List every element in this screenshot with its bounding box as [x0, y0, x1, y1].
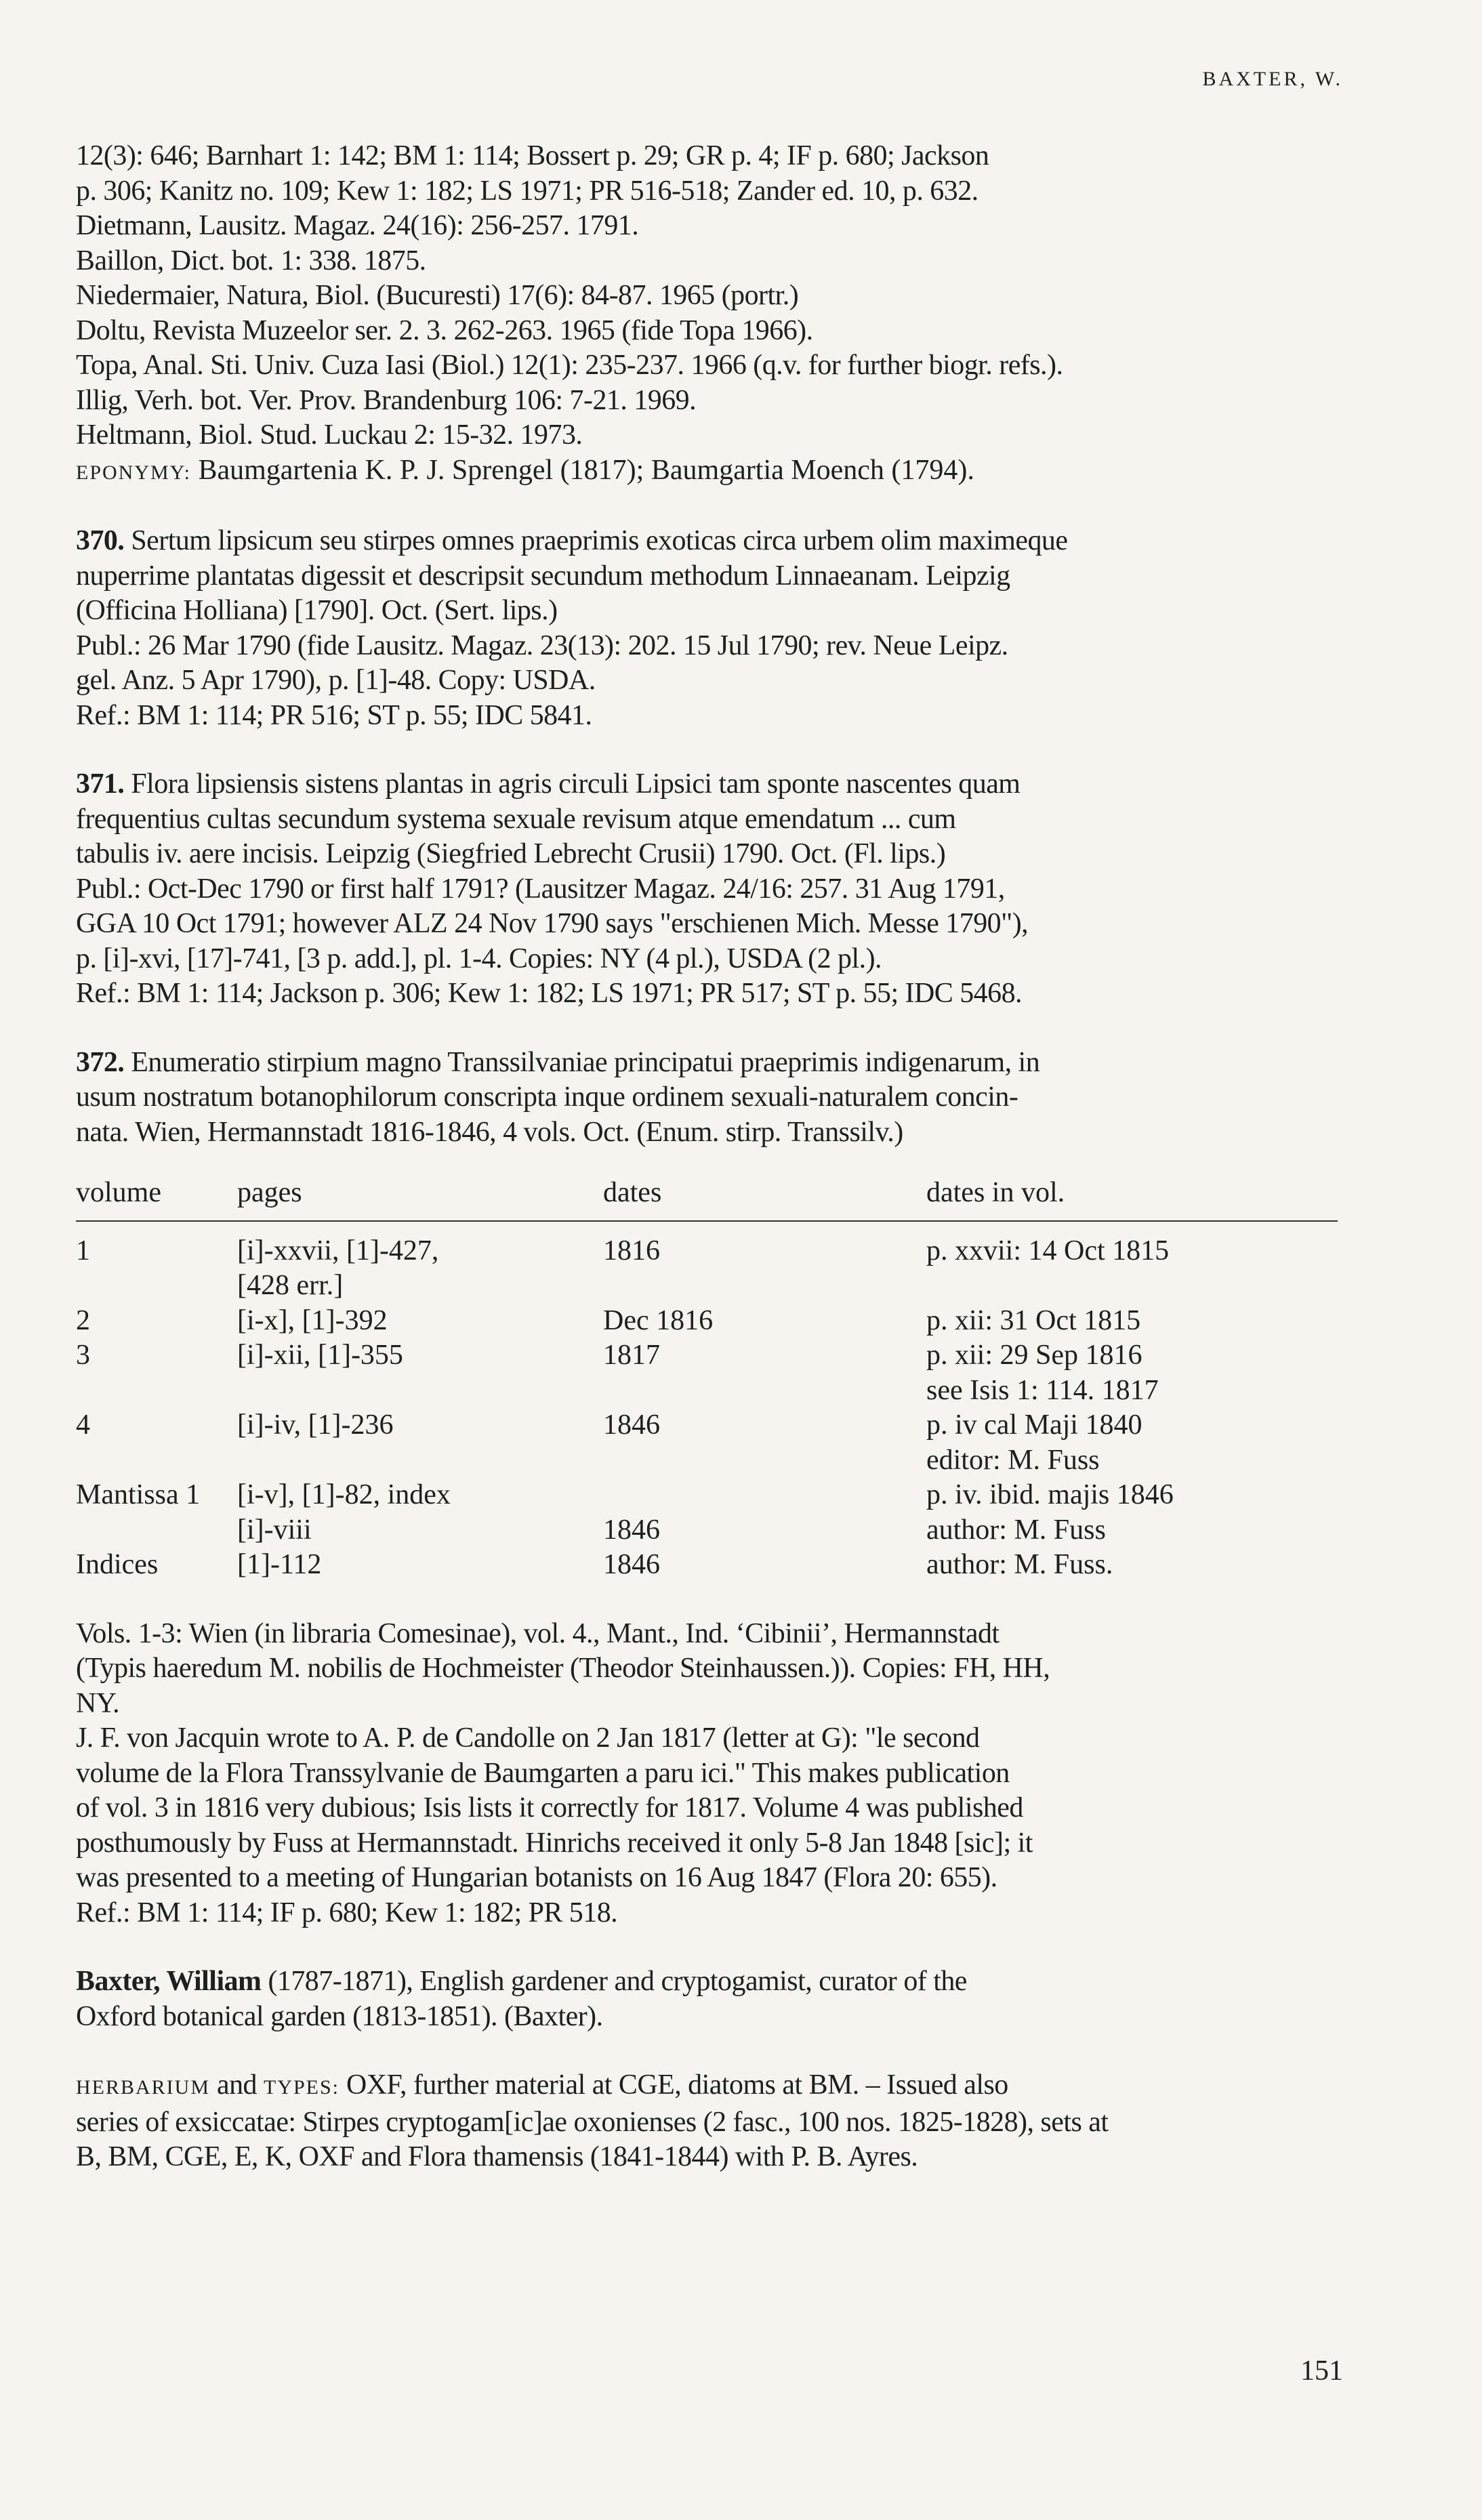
entry-first-line — [76, 767, 1343, 802]
text-line: Oxford botanical garden (1813-1851). (Baxter). — [76, 2000, 603, 2032]
table-cell: 3 — [76, 1340, 90, 1371]
table-row — [76, 1443, 1338, 1479]
page-number: 151 — [1300, 2355, 1343, 2387]
text-line: (Officina Holliana) [1790]. Oct. (Sert. lips.) — [76, 595, 558, 626]
entry-371 — [76, 767, 1343, 1012]
table-cell: 1846 — [603, 1549, 660, 1580]
text-line: posthumously by Fuss at Hermannstadt. Hinrichs received it only 5-8 Jan 1848 [sic]; it — [76, 1827, 1033, 1859]
table-row — [76, 1304, 1338, 1339]
table-cell: author: M. Fuss. — [926, 1549, 1113, 1580]
table-cell: [i]-viii — [237, 1514, 312, 1546]
table-cell: p. iv. ibid. majis 1846 — [926, 1479, 1174, 1510]
column-header: pages — [237, 1176, 603, 1221]
table-row — [76, 1268, 1338, 1304]
table-cell: 1816 — [603, 1235, 660, 1266]
types-label: TYPES: — [264, 2076, 340, 2099]
table-cell: Mantissa 1 — [76, 1479, 201, 1510]
text-line: Baillon, Dict. bot. 1: 338. 1875. — [76, 245, 426, 276]
table-cell: Dec 1816 — [603, 1304, 714, 1336]
table-cell — [603, 1268, 926, 1304]
text-line: Vols. 1-3: Wien (in libraria Comesinae), vol. 4., Mant., Ind. ‘Cibinii’, Hermannstadt — [76, 1617, 1000, 1649]
herbarium-label: HERBARIUM — [76, 2076, 211, 2099]
table-cell: 1 — [76, 1235, 90, 1266]
table-cell: author: M. Fuss — [926, 1514, 1106, 1546]
table-row — [76, 1478, 1338, 1513]
table-cell — [926, 1268, 1338, 1304]
table-cell: 1817 — [603, 1340, 660, 1371]
text-line: series of exsiccatae: Stirpes cryptogam[ic]ae oxonienses (2 fasc., 100 nos. 1825-1828), sets at — [76, 2106, 1109, 2138]
table-row — [76, 1338, 1338, 1373]
text-line: Publ.: 26 Mar 1790 (fide Lausitz. Magaz. 23(13): 202. 15 Jul 1790; rev. Neue Leipz. — [76, 629, 1008, 661]
text-line: Ref.: BM 1: 114; Jackson p. 306; Kew 1: 182; LS 1971; PR 517; ST p. 55; IDC 5468. — [76, 978, 1022, 1009]
table-cell — [237, 1373, 603, 1409]
text-line: J. F. von Jacquin wrote to A. P. de Candolle on 2 Jan 1817 (letter at G): "le second — [76, 1722, 980, 1754]
entry-number: 370. — [76, 525, 125, 556]
table-cell: [i]-xii, [1]-355 — [237, 1340, 403, 1371]
table-cell — [76, 1443, 237, 1479]
column-header: dates — [603, 1176, 926, 1221]
entry-first-line — [76, 524, 1343, 559]
table-cell — [76, 1513, 237, 1548]
baxter-entry — [76, 1964, 1343, 2034]
author-name: Baxter, William — [76, 1966, 262, 1997]
text-line: volume de la Flora Transsylvanie de Baumgarten a paru ici." This makes publication — [76, 1757, 1010, 1789]
table-cell: [i-v], [1]-82, index — [237, 1479, 451, 1510]
text-line: NY. — [76, 1687, 120, 1719]
table-cell — [603, 1373, 926, 1409]
text-line: (Typis haeredum M. nobilis de Hochmeister (Theodor Steinhaussen.)). Copies: FH, HH, — [76, 1653, 1050, 1684]
text-line: Publ.: Oct-Dec 1790 or first half 1791? (Lausitzer Magaz. 24/16: 257. 31 Aug 1791, — [76, 873, 1005, 905]
table-cell: [1]-112 — [237, 1549, 322, 1580]
and-word: and — [217, 2069, 258, 2101]
text-line: Dietmann, Lausitz. Magaz. 24(16): 256-257. 1791. — [76, 210, 639, 241]
entry-370 — [76, 524, 1343, 733]
text-line: of vol. 3 in 1816 very dubious; Isis lists it correctly for 1817. Volume 4 was published — [76, 1792, 1023, 1823]
table-cell: 4 — [76, 1409, 90, 1441]
table-cell: 1846 — [603, 1514, 660, 1546]
eponymy-text: Baumgartenia K. P. J. Sprengel (1817); Baumgartia Moench (1794). — [198, 454, 974, 486]
table-cell: 1846 — [603, 1409, 660, 1441]
text-line: p. 306; Kanitz no. 109; Kew 1: 182; LS 1971; PR 516-518; Zander ed. 10, p. 632. — [76, 175, 979, 207]
text-line: 12(3): 646; Barnhart 1: 142; BM 1: 114; Bossert p. 29; GR p. 4; IF p. 680; Jackson — [76, 140, 989, 171]
entry-first-line — [76, 1964, 1343, 2000]
table-cell: p. xxvii: 14 Oct 1815 — [926, 1235, 1170, 1266]
text-line: Illig, Verh. bot. Ver. Prov. Brandenburg 106: 7-21. 1969. — [76, 384, 697, 416]
entry-number: 371. — [76, 768, 125, 800]
text-line: gel. Anz. 5 Apr 1790), p. [1]-48. Copy: USDA. — [76, 665, 596, 696]
text-line: Ref.: BM 1: 114; IF p. 680; Kew 1: 182; PR 518. — [76, 1897, 618, 1928]
table-cell: see Isis 1: 114. 1817 — [926, 1374, 1159, 1406]
text-line: nuperrime plantatas digessit et descripsit secundum methodum Linnaeanam. Leipzig — [76, 560, 1010, 592]
entry-372 — [76, 1046, 1343, 1151]
text-line: usum nostratum botanophilorum conscripta inque ordinem sexuali-naturalem concin- — [76, 1081, 1018, 1113]
volumes-note — [76, 1617, 1343, 1722]
table-cell — [603, 1478, 926, 1513]
table-row — [76, 1548, 1338, 1583]
table-cell: editor: M. Fuss — [926, 1444, 1100, 1476]
text-line: B, BM, CGE, E, K, OXF and Flora thamensis (1841-1844) with P. B. Ayres. — [76, 2141, 918, 2172]
page-content — [76, 139, 1343, 2175]
text-line: nata. Wien, Hermannstadt 1816-1846, 4 vols. Oct. (Enum. stirp. Transsilv.) — [76, 1116, 903, 1148]
text-line: p. [i]-xvi, [17]-741, [3 p. add.], pl. 1-4. Copies: NY (4 pl.), USDA (2 pl.). — [76, 943, 882, 974]
text-line: Ref.: BM 1: 114; PR 516; ST p. 55; IDC 5841. — [76, 699, 592, 731]
table-header-row — [76, 1176, 1338, 1221]
text-line: frequentius cultas secundum systema sexuale revisum atque emendatum ... cum — [76, 803, 956, 835]
table-cell — [603, 1443, 926, 1479]
text-line: Topa, Anal. Sti. Univ. Cuza Iasi (Biol.) 12(1): 235-237. 1966 (q.v. for further biogr. refs.). — [76, 350, 1063, 381]
text-line: Heltmann, Biol. Stud. Luckau 2: 15-32. 1973. — [76, 419, 583, 451]
table-cell — [76, 1268, 237, 1304]
eponymy-line — [76, 453, 1343, 491]
table-cell: p. xii: 31 Oct 1815 — [926, 1304, 1141, 1336]
eponymy-label: EPONYMY: — [76, 461, 191, 484]
running-head: BAXTER, W. — [1202, 68, 1343, 90]
text-line: GGA 10 Oct 1791; however ALZ 24 Nov 1790 says "erschienen Mich. Messe 1790"), — [76, 908, 1029, 939]
entry-title-line: Enumeratio stirpium magno Transsilvaniae principatui praeprimis indigenarum, in — [131, 1046, 1040, 1078]
table-cell: p. iv cal Maji 1840 — [926, 1409, 1143, 1441]
table-cell — [237, 1443, 603, 1479]
entry-first-line — [76, 2068, 1343, 2105]
column-header: volume — [76, 1176, 237, 1221]
column-header: dates in vol. — [926, 1176, 1338, 1221]
table-cell: [428 err.] — [237, 1270, 344, 1301]
bibliography-block — [76, 139, 1343, 453]
table-cell: [i]-xxvii, [1]-427, — [237, 1235, 439, 1266]
table-cell: p. xii: 29 Sep 1816 — [926, 1340, 1143, 1371]
table-cell: [i]-iv, [1]-236 — [237, 1409, 394, 1441]
text-line: Niedermaier, Natura, Biol. (Bucuresti) 17(6): 84-87. 1965 (portr.) — [76, 280, 799, 311]
jacquin-note — [76, 1721, 1343, 1930]
entry-title-line: Flora lipsiensis sistens plantas in agris circuli Lipsici tam sponte nascentes quam — [131, 768, 1021, 800]
table-row — [76, 1373, 1338, 1409]
text-line: tabulis iv. aere incisis. Leipzig (Siegfried Lebrecht Crusii) 1790. Oct. (Fl. lips.) — [76, 838, 946, 869]
entry-number: 372. — [76, 1046, 125, 1078]
text-line: was presented to a meeting of Hungarian botanists on 16 Aug 1847 (Flora 20: 655). — [76, 1862, 997, 1893]
table-cell: Indices — [76, 1549, 159, 1580]
table-cell: [i-x], [1]-392 — [237, 1304, 388, 1336]
table-cell — [76, 1373, 237, 1409]
table-cell: 2 — [76, 1304, 90, 1336]
herbarium-text: OXF, further material at CGE, diatoms at BM. – Issued also — [346, 2069, 1008, 2101]
text-line: Doltu, Revista Muzeelor ser. 2. 3. 262-263. 1965 (fide Topa 1966). — [76, 314, 813, 346]
entry-title-line: Sertum lipsicum seu stirpes omnes praeprimis exoticas circa urbem olim maximeque — [131, 525, 1068, 556]
table-row — [76, 1408, 1338, 1443]
entry-first-line — [76, 1046, 1343, 1081]
table-row — [76, 1513, 1338, 1548]
volumes-table — [76, 1176, 1338, 1583]
author-bio: (1787-1871), English gardener and cryptogamist, curator of the — [268, 1966, 967, 1997]
herbarium-section — [76, 2068, 1343, 2175]
table-row — [76, 1221, 1338, 1269]
